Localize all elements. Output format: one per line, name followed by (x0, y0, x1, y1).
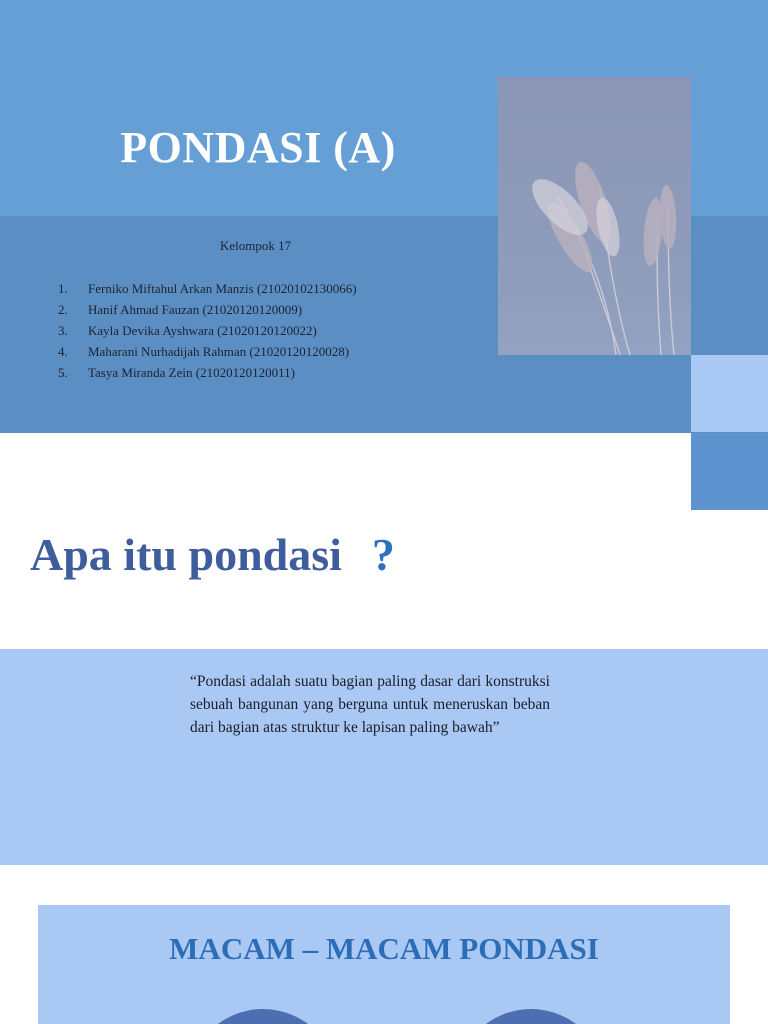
types-slide (38, 905, 730, 1024)
title-slide (0, 0, 768, 433)
member-name: Hanif Ahmad Fauzan (21020120120009) (88, 302, 303, 317)
type-circle (188, 1009, 338, 1024)
decorative-square-mid (691, 433, 768, 510)
definition-text: “Pondasi adalah suatu bagian paling dasar dari konstruksi sebuah bangunan yang berguna untuk meneruskan beban dari bagian atas struktur ke lapisan paling bawah” (190, 673, 550, 736)
member-list (58, 278, 357, 383)
decorative-square-light (691, 355, 768, 432)
list-item: 2. Hanif Ahmad Fauzan (21020120120009) (58, 302, 303, 317)
pampas-grass-photo (498, 77, 691, 355)
list-item: 5. Tasya Miranda Zein (21020120120011) (58, 365, 295, 380)
list-item: 4. Maharani Nurhadijah Rahman (21020120120028) (58, 344, 350, 359)
member-name: Kayla Devika Ayshwara (21020120120022) (88, 323, 317, 338)
group-label: Kelompok 17 (220, 238, 292, 253)
types-title: MACAM – MACAM PONDASI (169, 931, 599, 966)
member-name: Maharani Nurhadijah Rahman (21020120120028) (88, 344, 350, 359)
slide-title: PONDASI (A) (120, 123, 396, 172)
question-text: Apa itu pondasi (30, 529, 342, 580)
member-name: Tasya Miranda Zein (21020120120011) (88, 365, 295, 380)
member-name: Ferniko Miftahul Arkan Manzis (21020102130066) (88, 281, 357, 296)
question-heading (30, 528, 395, 581)
list-item: 1. Ferniko Miftahul Arkan Manzis (21020102130066) (58, 281, 357, 296)
list-item: 3. Kayla Devika Ayshwara (21020120120022) (58, 323, 317, 338)
question-mark: ? (371, 529, 395, 580)
type-circle (456, 1009, 606, 1024)
